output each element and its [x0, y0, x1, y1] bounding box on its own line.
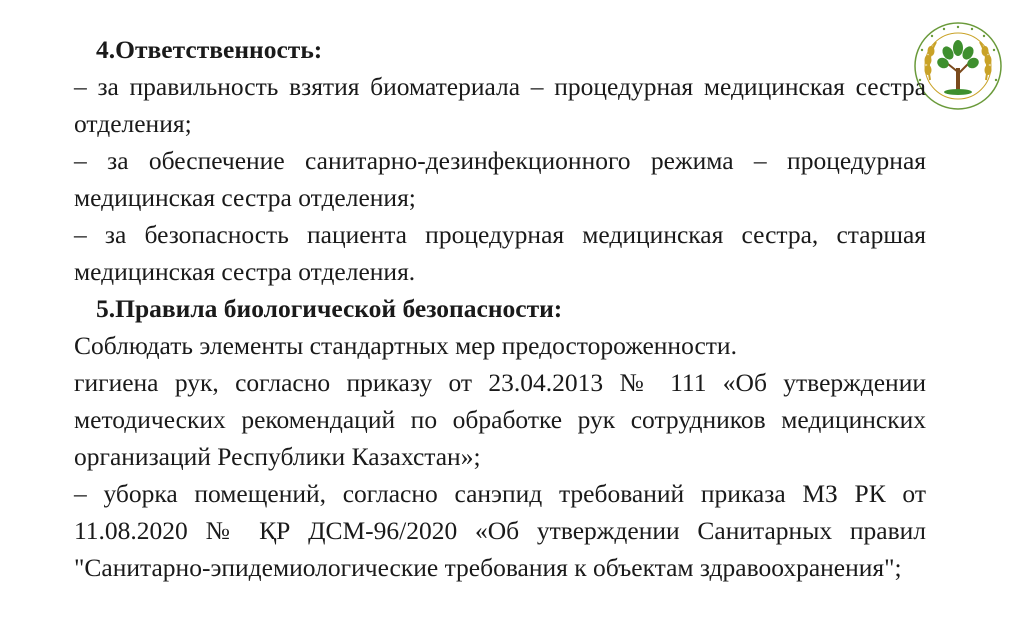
responsibility-item-3-cont: медицинская сестра отделения.	[74, 257, 416, 286]
responsibility-item-3: – за безопасность пациента процедурная медицинская сестра, старшая	[74, 220, 926, 249]
biosafety-item-2: – уборка помещений, согласно санэпид требований приказа МЗ РК от	[74, 479, 926, 508]
responsibility-item-1: – за правильность взятия биоматериала – процедурная медицинская сестра	[74, 72, 926, 101]
section-heading-biosafety: 5.Правила биологической безопасности:	[96, 294, 563, 323]
biosafety-item-1-end: организаций Республики Казахстан»;	[74, 442, 481, 471]
biosafety-item-1: гигиена рук, согласно приказу от 23.04.2013 № 111 «Об утверждении	[74, 368, 926, 397]
responsibility-item-2-cont: медицинская сестра отделения;	[74, 183, 416, 212]
section-heading-responsibility: 4.Ответственность:	[96, 35, 323, 64]
responsibility-item-2: – за обеспечение санитарно-дезинфекционного режима – процедурная	[74, 146, 926, 175]
slide-text	[74, 31, 926, 586]
biosafety-item-2-cont: 11.08.2020 № ҚР ДСМ-96/2020 «Об утверждении Санитарных правил	[74, 516, 926, 545]
responsibility-item-1-cont: отделения;	[74, 109, 192, 138]
biosafety-item-2-end: "Санитарно-эпидемиологические требования к объектам здравоохранения";	[74, 553, 902, 582]
biosafety-item-1-cont: методических рекомендаций по обработке рук сотрудников медицинских	[74, 405, 926, 434]
biosafety-intro: Соблюдать элементы стандартных мер предостороженности.	[74, 331, 737, 360]
